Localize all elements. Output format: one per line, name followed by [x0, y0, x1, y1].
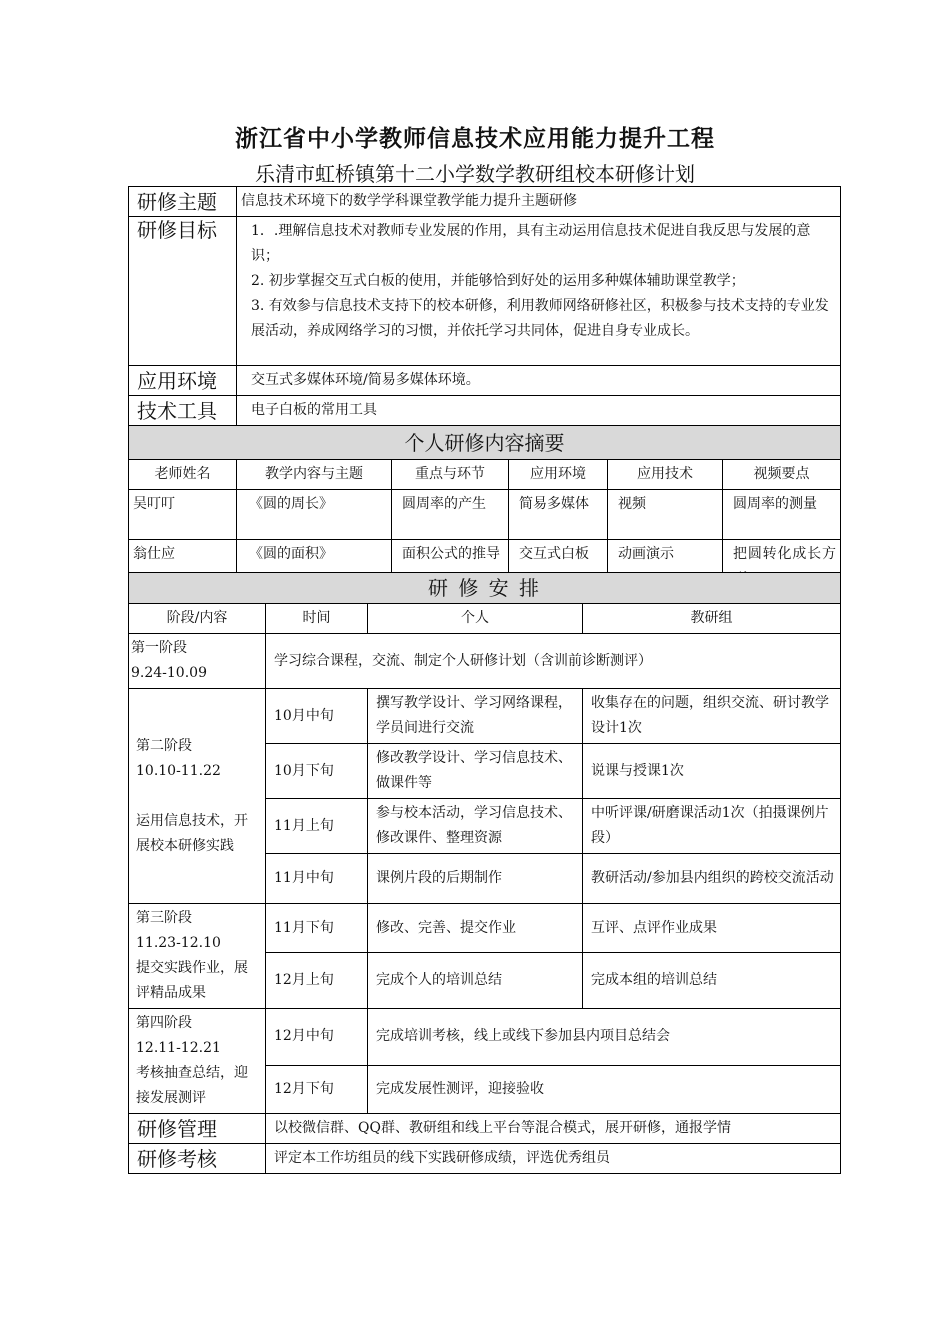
stage2-desc: 运用信息技术，开展校本研修实践 [136, 812, 248, 854]
stage2-group: 教研活动/参加县内组织的跨校交流活动 [583, 854, 841, 904]
stage4-time: 12月中旬 [266, 1009, 368, 1066]
manage-label: 研修管理 [129, 1114, 266, 1144]
lesson-tech: 视频 [608, 490, 723, 540]
summary-header: 个人研修内容摘要 [129, 426, 841, 460]
stage4-desc: 考核抽查总结，迎接发展测评 [136, 1065, 248, 1106]
lesson-focus: 圆周率的产生 [392, 490, 509, 540]
summary-col-focus: 重点与环节 [392, 460, 509, 490]
stage1-cell [129, 634, 266, 689]
stage3-desc: 提交实践作业，展评精品成果 [136, 960, 248, 1001]
stage3-time: 11月下旬 [266, 904, 368, 953]
stage2-time: 11月中旬 [266, 854, 368, 904]
stage2-group: 中听评课/研磨课活动1次（拍摄课例片段） [583, 799, 841, 854]
summary-col-tech: 应用技术 [608, 460, 723, 490]
summary-col-name: 老师姓名 [129, 460, 237, 490]
summary-col-video: 视频要点 [723, 460, 841, 490]
stage4-dates: 12.11-12.21 [136, 1040, 221, 1056]
stage2-personal: 修改教学设计、学习信息技术、做课件等 [368, 744, 583, 799]
lesson-focus: 面积公式的推导 [392, 540, 509, 595]
goal-label: 研修目标 [129, 217, 237, 366]
stage2-personal: 参与校本活动，学习信息技术、修改课件、整理资源 [368, 799, 583, 854]
stage2-dates: 10.10-11.22 [136, 762, 221, 779]
assess-label: 研修考核 [129, 1144, 266, 1174]
stage2-personal: 课例片段的后期制作 [368, 854, 583, 904]
stage4-content: 完成发展性测评，迎接验收 [368, 1065, 841, 1113]
stage2-cell [129, 689, 266, 904]
schedule-col-personal: 个人 [368, 604, 583, 634]
env-value: 交互式多媒体环境/简易多媒体环境。 [237, 366, 841, 396]
tool-value: 电子白板的常用工具 [237, 396, 841, 426]
stage3-group: 完成本组的培训总结 [583, 953, 841, 1009]
stage2-time: 10月中旬 [266, 689, 368, 744]
stage2-group: 收集存在的问题，组织交流、研讨教学设计1次 [583, 689, 841, 744]
lesson-tech: 动画演示 [608, 540, 723, 595]
stage4-time: 12月下旬 [266, 1065, 368, 1113]
summary-col-topic: 教学内容与主题 [237, 460, 392, 490]
page-title: 浙江省中小学教师信息技术应用能力提升工程 [235, 125, 715, 152]
goal-value [237, 217, 841, 366]
assess-value: 评定本工作坊组员的线下实践研修成绩，评选优秀组员 [266, 1144, 841, 1174]
goal-item-2: 2. 初步掌握交互式白板的使用，并能够恰到好处的运用多种媒体辅助课堂教学； [251, 273, 745, 289]
stage3-time: 12月上旬 [266, 953, 368, 1009]
goal-item-3: 3. 有效参与信息技术支持下的校本研修，利用教师网络研修社区，积极参与技术支持的专业发展活动，养成网络学习的习惯，并依托学习共同体，促进自身专业成长。 [251, 298, 829, 339]
stage2-personal: 撰写教学设计、学习网络课程，学员间进行交流 [368, 689, 583, 744]
schedule-col-stage: 阶段/内容 [129, 604, 266, 634]
tool-label: 技术工具 [129, 396, 237, 426]
stage3-cell [129, 904, 266, 1009]
lesson-topic: 《圆的面积》 [237, 540, 392, 595]
stage4-name: 第四阶段 [136, 1015, 192, 1031]
lesson-env: 交互式白板 [509, 540, 608, 595]
stage2-group: 说课与授课1次 [583, 744, 841, 799]
stage1-dates: 9.24-10.09 [131, 665, 207, 681]
goal-item-1: 1．.理解信息技术对教师专业发展的作用，具有主动运用信息技术促进自我反思与发展的意识； [251, 223, 811, 264]
teacher-name: 吴叮叮 [129, 490, 237, 540]
schedule-header: 研 修 安 排 [129, 573, 841, 604]
schedule-table [128, 572, 841, 1174]
theme-value: 信息技术环境下的数学学科课堂教学能力提升主题研修 [237, 187, 841, 217]
stage3-group: 互评、点评作业成果 [583, 904, 841, 953]
lesson-env: 简易多媒体 [509, 490, 608, 540]
lesson-video: 圆周率的测量 [723, 490, 841, 540]
stage2-time: 11月上旬 [266, 799, 368, 854]
env-label: 应用环境 [129, 366, 237, 396]
stage3-name: 第三阶段 [136, 910, 192, 926]
summary-col-env: 应用环境 [509, 460, 608, 490]
stage3-personal: 修改、完善、提交作业 [368, 904, 583, 953]
table-row [129, 490, 841, 540]
stage2-name: 第二阶段 [136, 737, 192, 754]
teacher-name: 翁仕应 [129, 540, 237, 595]
theme-label: 研修主题 [129, 187, 237, 217]
stage3-dates: 11.23-12.10 [136, 935, 221, 951]
schedule-col-time: 时间 [266, 604, 368, 634]
stage3-personal: 完成个人的培训总结 [368, 953, 583, 1009]
manage-value: 以校微信群、QQ群、教研组和线上平台等混合模式，展开研修，通报学情 [266, 1114, 841, 1144]
stage1-name: 第一阶段 [131, 640, 187, 656]
schedule-col-group: 教研组 [583, 604, 841, 634]
stage4-content: 完成培训考核，线上或线下参加县内项目总结会 [368, 1009, 841, 1066]
plan-info-table [128, 186, 841, 595]
stage1-content: 学习综合课程，交流、制定个人研修计划（含训前诊断测评） [266, 634, 841, 689]
lesson-topic: 《圆的周长》 [237, 490, 392, 540]
stage2-time: 10月下旬 [266, 744, 368, 799]
page-subtitle: 乐清市虹桥镇第十二小学数学教研组校本研修计划 [255, 162, 695, 186]
lesson-video: 把圆转化成长方 [723, 540, 841, 595]
stage4-cell [129, 1009, 266, 1114]
